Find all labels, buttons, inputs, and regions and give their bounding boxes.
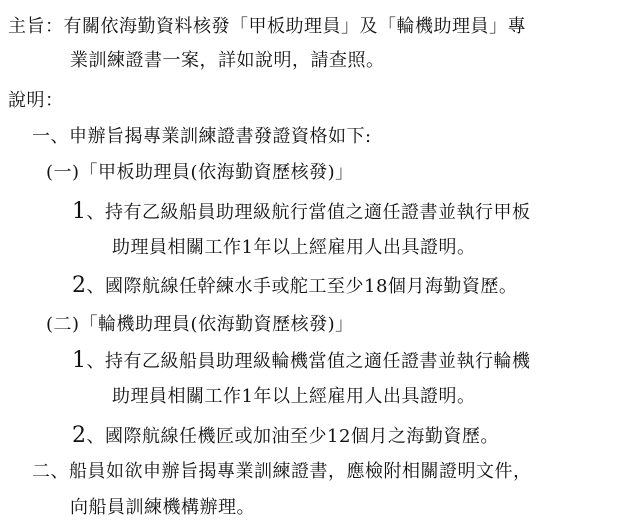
point-separator: 、 xyxy=(86,351,105,372)
section-1-heading xyxy=(32,125,372,149)
point-number: 1 xyxy=(72,348,87,373)
point-separator: 、 xyxy=(86,276,105,297)
subsection-2-marker: (二) xyxy=(46,314,80,335)
point-text: 國際航線任幹練水手或舵工至少18個月海勤資歷。 xyxy=(105,276,518,297)
point-number: 2 xyxy=(72,423,87,448)
explanation-label: 說明： xyxy=(8,90,64,111)
point-1-2-line-1 xyxy=(72,274,517,299)
point-2-1-line-1 xyxy=(72,349,531,374)
point-number: 2 xyxy=(72,273,87,298)
section-2-line-2: 向船員訓練機構辦理。 xyxy=(70,497,255,518)
point-text: 持有乙級船員助理級輪機當值之適任證書並執行輪機 xyxy=(105,351,531,372)
subject-line-2: 業訓練證書一案，詳如說明，請查照。 xyxy=(70,50,385,71)
section-2-marker: 二、 xyxy=(32,461,69,482)
point-1-1-line-1 xyxy=(72,200,531,225)
subsection-1-heading xyxy=(46,161,354,185)
subsection-1-marker: (一) xyxy=(46,162,80,183)
section-1-marker: 一、 xyxy=(32,126,69,147)
point-separator: 、 xyxy=(86,426,105,447)
point-1-1-line-2: 助理員相關工作1年以上經雇用人出具證明。 xyxy=(112,237,476,258)
point-text: 持有乙級船員助理級航行當值之適任證書並執行甲板 xyxy=(105,202,531,223)
point-2-2-line-1 xyxy=(72,424,499,449)
point-separator: 、 xyxy=(86,202,105,223)
subject-text: 有關依海勤資料核發「甲板助理員」及「輪機助理員」專 xyxy=(63,16,526,37)
point-2-1-line-2: 助理員相關工作1年以上經雇用人出具證明。 xyxy=(112,386,476,407)
section-1-text: 申辦旨揭專業訓練證書發證資格如下: xyxy=(69,126,372,147)
section-2-heading xyxy=(32,460,532,484)
point-text: 國際航線任機匠或加油至少12個月之海勤資歷。 xyxy=(105,426,499,447)
subsection-2-title: 「輪機助理員(依海勤資歷核發)」 xyxy=(79,314,354,335)
point-number: 1 xyxy=(72,199,87,224)
section-2-text: 船員如欲申辦旨揭專業訓練證書，應檢附相關證明文件， xyxy=(69,461,532,482)
subsection-1-title: 「甲板助理員(依海勤資歷核發)」 xyxy=(79,162,354,183)
subject-label: 主旨： xyxy=(8,16,64,37)
subsection-2-heading xyxy=(46,313,354,337)
subject-line-1 xyxy=(8,15,526,39)
